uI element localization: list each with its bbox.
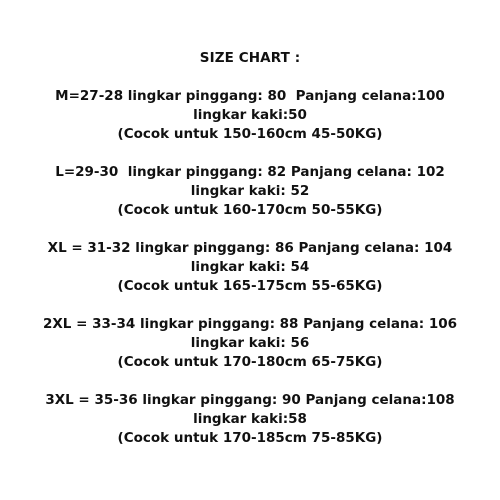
leg-circumference-line: lingkar kaki:58: [193, 411, 307, 427]
size-entry-l: [0, 163, 500, 220]
size-entry-xl: [0, 239, 500, 296]
fit-recommendation-line: (Cocok untuk 150-160cm 45-50KG): [117, 126, 383, 142]
fit-recommendation-line: (Cocok untuk 170-180cm 65-75KG): [117, 354, 383, 370]
page-title: SIZE CHART :: [199, 50, 301, 66]
fit-recommendation-line: (Cocok untuk 160-170cm 50-55KG): [117, 202, 383, 218]
fit-recommendation-line: (Cocok untuk 165-175cm 55-65KG): [117, 278, 383, 294]
size-entry-m: [0, 87, 500, 144]
size-spec-line: 3XL = 35-36 lingkar pinggang: 90 Panjang celana:108: [45, 392, 455, 408]
leg-circumference-line: lingkar kaki: 52: [190, 183, 310, 199]
size-entry-3xl: [0, 391, 500, 448]
size-entry-2xl: [0, 315, 500, 372]
leg-circumference-line: lingkar kaki:50: [193, 107, 307, 123]
size-spec-line: M=27-28 lingkar pinggang: 80 Panjang celana:100: [55, 88, 445, 104]
size-spec-line: L=29-30 lingkar pinggang: 82 Panjang celana: 102: [55, 164, 445, 180]
size-spec-line: XL = 31-32 lingkar pinggang: 86 Panjang celana: 104: [47, 240, 453, 256]
fit-recommendation-line: (Cocok untuk 170-185cm 75-85KG): [117, 430, 383, 446]
size-spec-line: 2XL = 33-34 lingkar pinggang: 88 Panjang celana: 106: [42, 316, 458, 332]
leg-circumference-line: lingkar kaki: 54: [190, 259, 310, 275]
leg-circumference-line: lingkar kaki: 56: [190, 335, 310, 351]
